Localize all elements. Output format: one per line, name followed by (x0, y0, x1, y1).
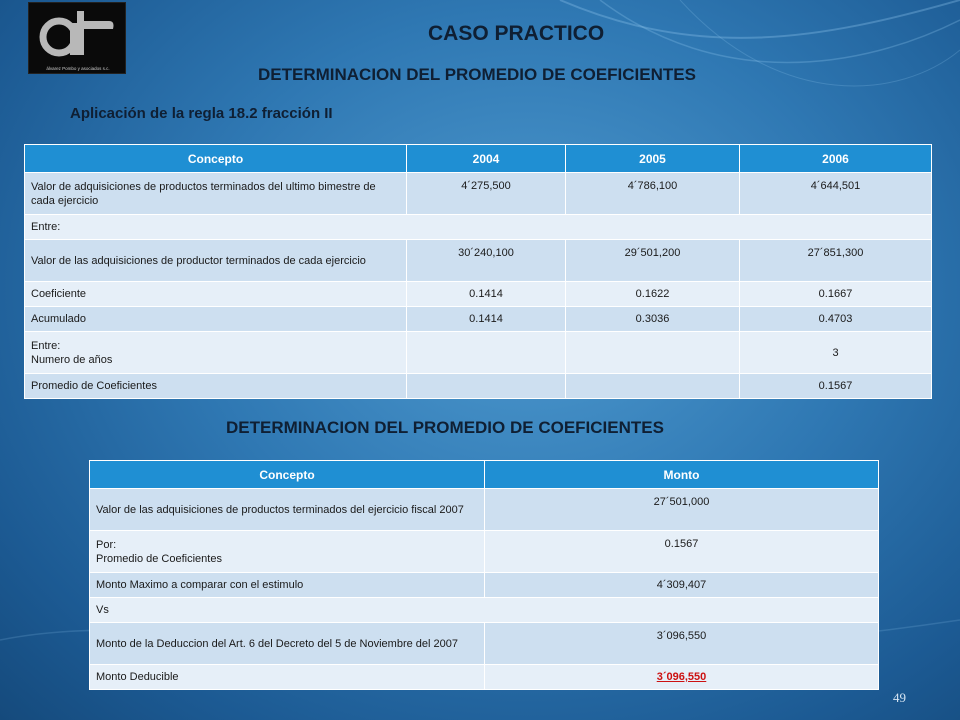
row-label-cell: Valor de las adquisiciones de productor terminados de cada ejercicio (25, 240, 407, 282)
table-row (90, 598, 879, 623)
table-row (25, 173, 932, 215)
page-number: 49 (893, 690, 906, 705)
value-cell: 0.4703 (740, 307, 932, 332)
table-row (25, 282, 932, 307)
table-row (90, 665, 879, 690)
value-cell: 0.1622 (566, 282, 740, 307)
company-logo (28, 2, 126, 74)
row-label-cell: Coeficiente (25, 282, 407, 307)
value-cell: 0.1414 (407, 282, 566, 307)
value-cell: 3´096,550 (485, 665, 879, 690)
column-header: 2006 (740, 145, 932, 173)
value-cell (407, 332, 566, 374)
value-cell: 27´851,300 (740, 240, 932, 282)
column-header: Concepto (25, 145, 407, 173)
table-row (90, 623, 879, 665)
value-cell: 27´501,000 (485, 489, 879, 531)
row-label-cell: Vs (90, 598, 879, 623)
table-row (90, 573, 879, 598)
value-cell: 3 (740, 332, 932, 374)
value-cell: 0.1567 (740, 374, 932, 399)
row-label-cell: Promedio de Coeficientes (25, 374, 407, 399)
value-cell: 4´275,500 (407, 173, 566, 215)
value-cell: 3´096,550 (485, 623, 879, 665)
table-header-row (90, 461, 879, 489)
page-title: CASO PRACTICO (428, 22, 605, 45)
section-title-2: DETERMINACION DEL PROMEDIO DE COEFICIENTES (226, 418, 664, 437)
table-row (25, 332, 932, 374)
row-label-cell: Por: Promedio de Coeficientes (90, 531, 485, 573)
table-header-row (25, 145, 932, 173)
row-label-cell: Entre: Numero de años (25, 332, 407, 374)
row-label-cell: Monto Deducible (90, 665, 485, 690)
value-cell (407, 374, 566, 399)
column-header: 2004 (407, 145, 566, 173)
row-label-cell: Acumulado (25, 307, 407, 332)
row-label-cell: Valor de adquisiciones de productos terminados del ultimo bimestre de cada ejercicio (25, 173, 407, 215)
row-label-cell: Monto de la Deduccion del Art. 6 del Decreto del 5 de Noviembre del 2007 (90, 623, 485, 665)
value-cell: 0.3036 (566, 307, 740, 332)
table-row (25, 240, 932, 282)
table-row (25, 307, 932, 332)
logo-mark-icon (29, 3, 127, 65)
value-cell: 29´501,200 (566, 240, 740, 282)
row-label-cell: Valor de las adquisiciones de productos terminados del ejercicio fiscal 2007 (90, 489, 485, 531)
value-cell (566, 374, 740, 399)
column-header: Concepto (90, 461, 485, 489)
row-label-cell: Entre: (25, 215, 932, 240)
value-cell: 0.1667 (740, 282, 932, 307)
table-row (90, 489, 879, 531)
table-row (25, 215, 932, 240)
value-cell: 4´309,407 (485, 573, 879, 598)
value-cell: 4´644,501 (740, 173, 932, 215)
value-cell: 30´240,100 (407, 240, 566, 282)
table-row (90, 531, 879, 573)
coefficients-table (24, 144, 932, 399)
section-title-1: DETERMINACION DEL PROMEDIO DE COEFICIENTES (258, 65, 696, 84)
value-cell: 0.1567 (485, 531, 879, 573)
logo-subtitle: álvarez Pombo y asociados s.c. (46, 66, 110, 71)
value-cell: 4´786,100 (566, 173, 740, 215)
value-cell: 0.1414 (407, 307, 566, 332)
value-cell (566, 332, 740, 374)
application-rule-title: Aplicación de la regla 18.2 fracción II (70, 105, 333, 122)
row-label-cell: Monto Maximo a comparar con el estimulo (90, 573, 485, 598)
amount-table (89, 460, 879, 690)
column-header: 2005 (566, 145, 740, 173)
column-header: Monto (485, 461, 879, 489)
table-row (25, 374, 932, 399)
